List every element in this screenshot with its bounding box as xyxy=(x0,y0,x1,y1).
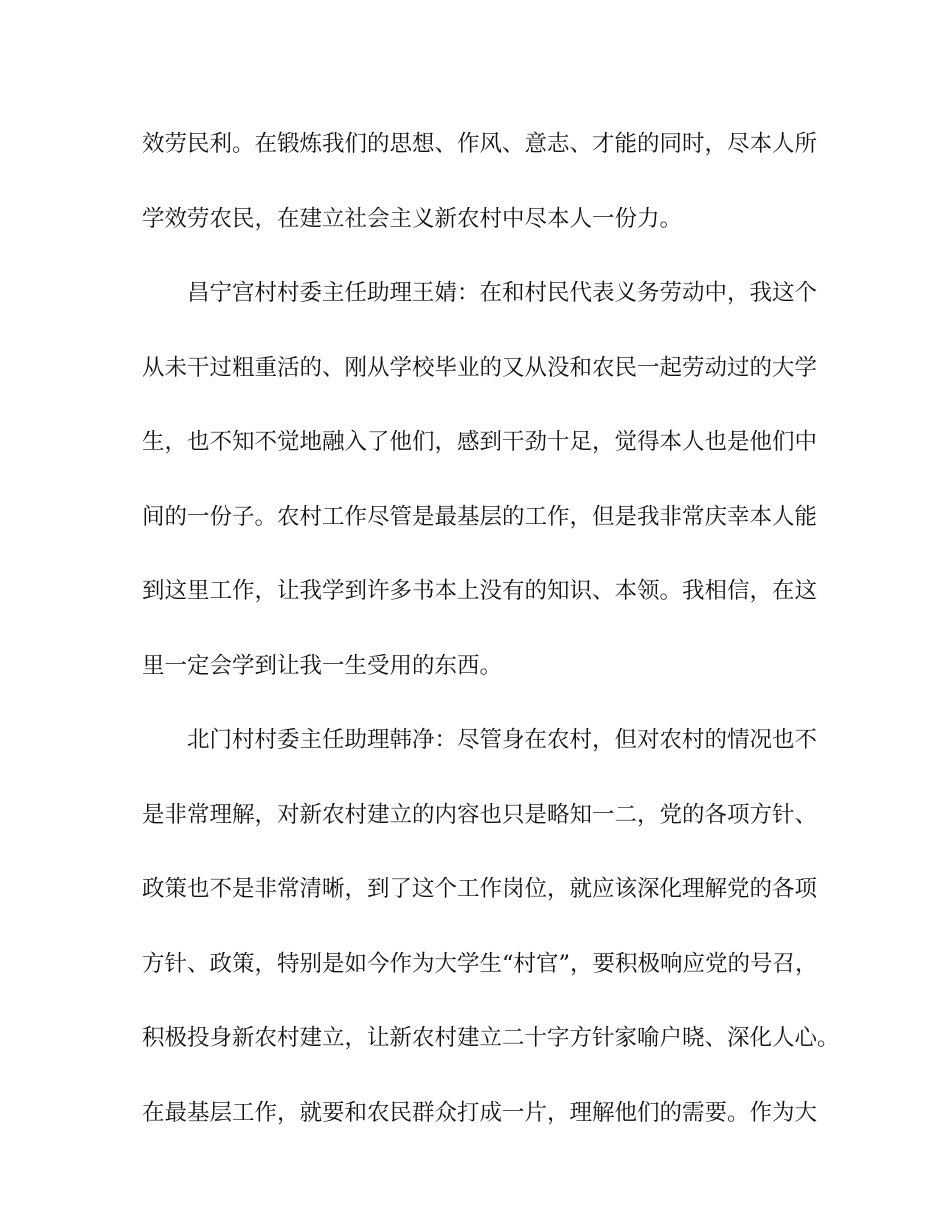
text-line: 是非常理解，对新农村建立的内容也只是略知一二，党的各项方针、 xyxy=(142,801,818,828)
text-line: 积极投身新农村建立，让新农村建立二十字方针家喻户晓、深化人心。 xyxy=(142,1025,840,1051)
text-line: 从未干过粗重活的、刚从学校毕业的又从没和农民一起劳动过的大学 xyxy=(142,354,818,381)
paragraph-start-line: 昌宁宫村村委主任助理王婧：在和村民代表义务劳动中，我这个 xyxy=(187,280,818,306)
text-line: 政策也不是非常清晰，到了这个工作岗位，就应该深化理解党的各项 xyxy=(142,876,818,902)
text-line: 里一定会学到让我一生受用的东西。 xyxy=(142,652,503,679)
paragraph-start-line: 北门村村委主任助理韩净：尽管身在农村，但对农村的情况也不 xyxy=(187,727,818,753)
text-line: 到这里工作，让我学到许多书本上没有的知识、本领。我相信，在这 xyxy=(142,578,818,604)
text-line: 学效劳农民，在建立社会主义新农村中尽本人一份力。 xyxy=(142,205,683,232)
body-text xyxy=(142,120,840,1163)
text-line: 间的一份子。农村工作尽管是最基层的工作，但是我非常庆幸本人能 xyxy=(142,503,818,530)
text-line: 方针、政策，特别是如今作为大学生“村官”，要积极响应党的号召， xyxy=(142,950,818,977)
text-line: 效劳民利。在锻炼我们的思想、作风、意志、才能的同时，尽本人所 xyxy=(142,131,818,157)
text-line: 在最基层工作，就要和农民群众打成一片，理解他们的需要。作为大 xyxy=(142,1099,818,1126)
text-line: 生，也不知不觉地融入了他们，感到干劲十足，觉得本人也是他们中 xyxy=(142,429,818,455)
